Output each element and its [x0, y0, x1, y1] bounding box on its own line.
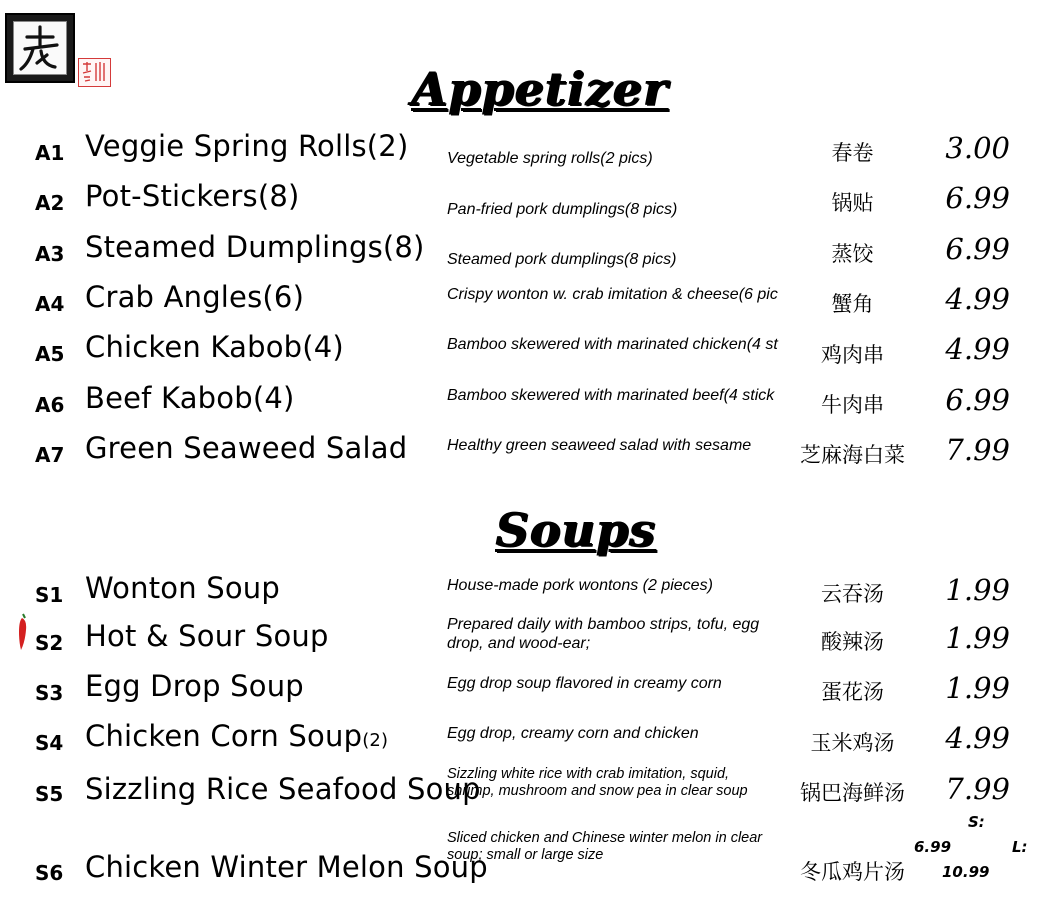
item-name: Crab Angles(6): [85, 280, 305, 314]
menu-item: [0, 432, 1050, 482]
item-code: A7: [35, 443, 65, 467]
large-size-label: L:: [1012, 838, 1028, 856]
item-price: 6.99: [945, 181, 1010, 215]
item-price: 4.99: [945, 332, 1010, 366]
large-size-price: 10.99: [942, 863, 990, 881]
item-name: Sizzling Rice Seafood Soup: [85, 772, 481, 806]
item-name: [85, 719, 389, 753]
item-description: Steamed pork dumplings(8 pics): [447, 251, 677, 268]
item-price: 1.99: [945, 621, 1010, 655]
item-code: A2: [35, 191, 65, 215]
item-price: 4.99: [945, 721, 1010, 755]
item-code: A6: [35, 393, 65, 417]
item-description: Egg drop, creamy corn and chicken: [447, 725, 699, 742]
red-seal-icon: [78, 58, 111, 87]
appetizer-heading: Appetizer: [412, 62, 669, 116]
menu-item: [0, 130, 1050, 180]
item-chinese-name: 芝麻海白菜: [800, 443, 905, 467]
item-description: Prepared daily with bamboo strips, tofu, egg drop, and wood-ear;: [447, 616, 760, 653]
item-name: Veggie Spring Rolls(2): [85, 129, 409, 163]
item-code: S1: [35, 583, 64, 607]
item-chinese-name: 玉米鸡汤: [810, 731, 895, 755]
item-description: Sizzling white rice with crab imitation, squid, shrimp, mushroom and snow pea in clear soup: [447, 766, 748, 800]
item-price: 6.99: [945, 383, 1010, 417]
item-chinese-name: 冬瓜鸡片汤: [800, 860, 905, 884]
item-code: A5: [35, 342, 65, 366]
item-chinese-name: 云吞汤: [821, 582, 884, 606]
item-chinese-name: 春卷: [831, 141, 874, 165]
item-description: House-made pork wontons (2 pieces): [447, 577, 713, 594]
calligraphy-logo-icon: [5, 13, 75, 83]
item-price: 7.99: [945, 433, 1010, 467]
item-price: 1.99: [945, 573, 1010, 607]
item-chinese-name: 牛肉串: [821, 393, 884, 417]
item-name: Beef Kabob(4): [85, 381, 295, 415]
item-name: Steamed Dumplings(8): [85, 230, 425, 264]
item-name-text: Chicken Corn Soup: [85, 719, 363, 753]
item-name: Green Seaweed Salad: [85, 431, 408, 465]
item-name-suffix: (2): [362, 730, 389, 751]
item-price: 7.99: [945, 772, 1010, 806]
item-description: Sliced chicken and Chinese winter melon in clear soup; small or large size: [447, 830, 763, 864]
menu-item: [0, 331, 1050, 381]
small-size-price: 6.99: [914, 838, 952, 856]
item-description: Crispy wonton w. crab imitation & cheese(6 pic: [447, 286, 778, 303]
item-price: 4.99: [945, 282, 1010, 316]
item-name: Chicken Kabob(4): [85, 330, 344, 364]
item-chinese-name: 鸡肉串: [821, 343, 884, 367]
menu-item: [0, 231, 1050, 281]
item-description: Bamboo skewered with marinated chicken(4 st: [447, 336, 778, 353]
item-description: Bamboo skewered with marinated beef(4 stick: [447, 387, 775, 404]
item-code: S4: [35, 731, 64, 755]
item-name: Chicken Winter Melon Soup: [85, 850, 488, 884]
item-description: Healthy green seaweed salad with sesame: [447, 437, 752, 454]
item-name: Pot-Stickers(8): [85, 179, 300, 213]
item-chinese-name: 蒸饺: [831, 242, 874, 266]
menu-item: [0, 813, 1050, 908]
item-chinese-name: 锅巴海鲜汤: [800, 781, 905, 805]
menu-item: [0, 180, 1050, 230]
menu-item: [0, 382, 1050, 432]
item-code: S2: [35, 631, 64, 655]
menu-item: [0, 670, 1050, 720]
small-size-label: S:: [968, 813, 985, 831]
menu-item: [0, 766, 1050, 821]
item-chinese-name: 酸辣汤: [821, 630, 884, 654]
item-code: S3: [35, 681, 64, 705]
item-code: A1: [35, 141, 65, 165]
item-code: A3: [35, 242, 65, 266]
item-description: Vegetable spring rolls(2 pics): [447, 150, 653, 167]
item-code: A4: [35, 292, 65, 316]
item-name: Egg Drop Soup: [85, 669, 304, 703]
item-chinese-name: 蛋花汤: [821, 680, 884, 704]
item-name: Hot & Sour Soup: [85, 619, 329, 653]
soups-heading: Soups: [496, 503, 657, 557]
item-description: Egg drop soup flavored in creamy corn: [447, 675, 722, 692]
menu-item: [0, 281, 1050, 331]
item-description: Pan-fried pork dumplings(8 pics): [447, 201, 678, 218]
item-price: 1.99: [945, 671, 1010, 705]
menu-item: [0, 720, 1050, 770]
item-chinese-name: 蟹角: [831, 292, 874, 316]
item-code: S6: [35, 861, 64, 885]
menu-item: [0, 616, 1050, 670]
item-code: S5: [35, 782, 64, 806]
item-name: Wonton Soup: [85, 571, 280, 605]
item-price: 6.99: [945, 232, 1010, 266]
item-price: 3.00: [945, 131, 1010, 165]
item-chinese-name: 锅贴: [831, 191, 874, 215]
